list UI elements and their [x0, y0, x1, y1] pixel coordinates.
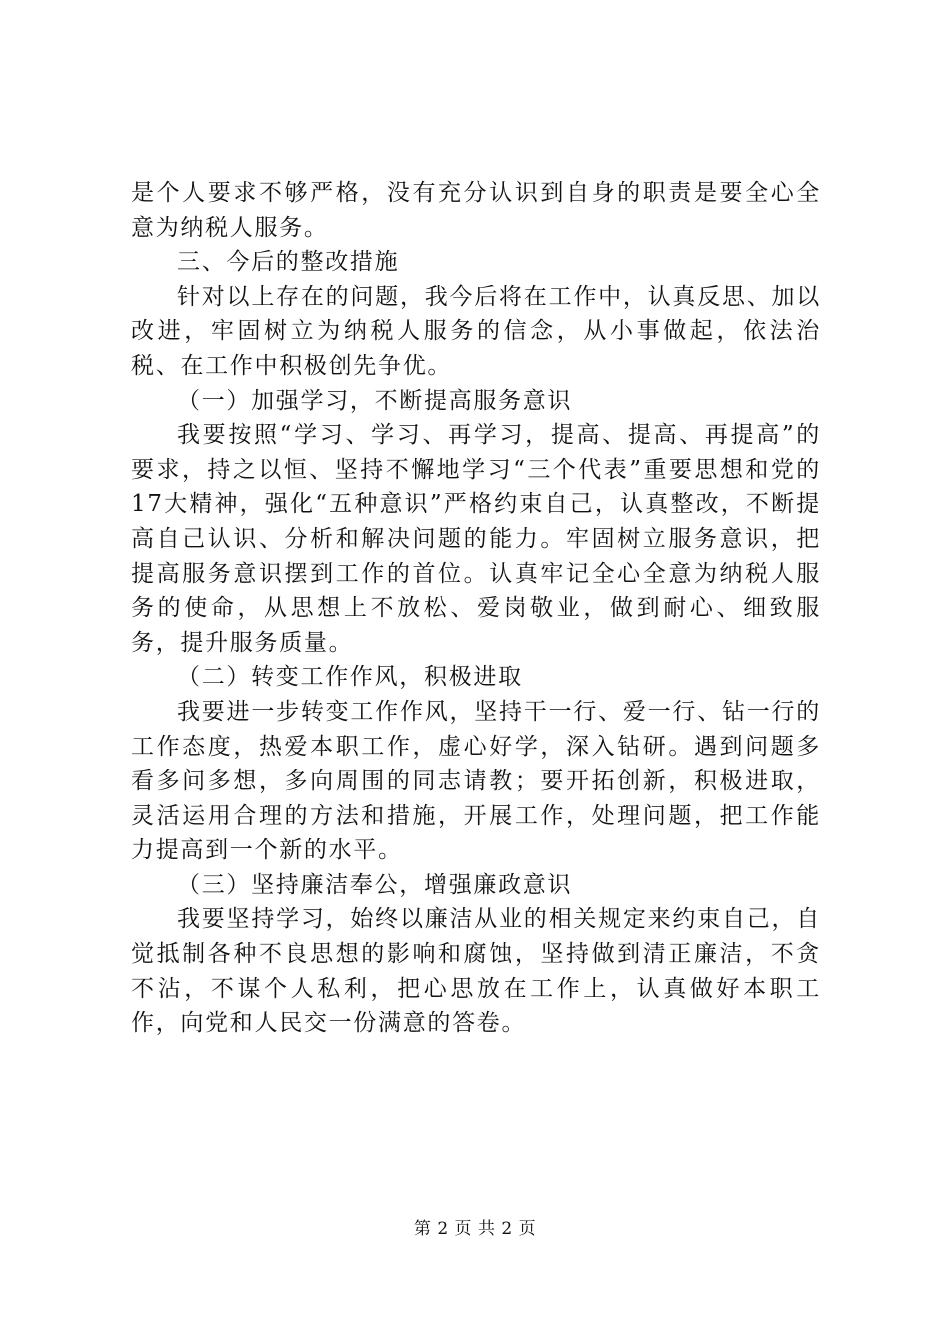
body-paragraph: 我要按照“学习、学习、再学习，提高、提高、再提高”的要求，持之以恒、坚持不懈地学习“三个代表”重要思想和党的17大精神，强化“五种意识”严格约束自己，认真整改，不断提高自己认识、分析和解决问题的能力。牢固树立服务意识，把提高服务意识摆到工作的首位。认真牢记全心全意为纳税人服务的使命，从思想上不放松、爱岗敬业，做到耐心、细致服务，提升服务质量。: [131, 422, 821, 656]
continuation-paragraph: 是个人要求不够严格，没有充分认识到自身的职责是要全心全意为纳税人服务。: [131, 180, 821, 241]
subsection-heading: （二）转变工作作风，积极进取: [177, 664, 523, 691]
section-heading: 三、今后的整改措施: [177, 249, 400, 276]
body-paragraph: 我要进一步转变工作作风，坚持干一行、爱一行、钻一行的工作态度，热爱本职工作，虚心好学，深入钻研。遇到问题多看多问多想，多向周围的同志请教；要开拓创新，积极进取，灵活运用合理的方法和措施，开展工作，处理问题，把工作能力提高到一个新的水平。: [131, 698, 821, 864]
body-paragraph: 针对以上存在的问题，我今后将在工作中，认真反思、加以改进，牢固树立为纳税人服务的信念，从小事做起，依法治税、在工作中积极创先争优。: [131, 283, 821, 379]
page-number-footer: 第 2 页 共 2 页: [413, 1219, 537, 1239]
body-paragraph: 我要坚持学习，始终以廉洁从业的相关规定来约束自己，自觉抵制各种不良思想的影响和腐蚀，坚持做到清正廉洁，不贪不沾，不谋个人私利，把心思放在工作上，认真做好本职工作，向党和人民交一份满意的答卷。: [131, 906, 821, 1037]
subsection-heading: （三）坚持廉洁奉公，增强廉政意识: [177, 871, 573, 898]
subsection-heading: （一）加强学习，不断提高服务意识: [177, 387, 573, 414]
document-body: [131, 176, 821, 1041]
